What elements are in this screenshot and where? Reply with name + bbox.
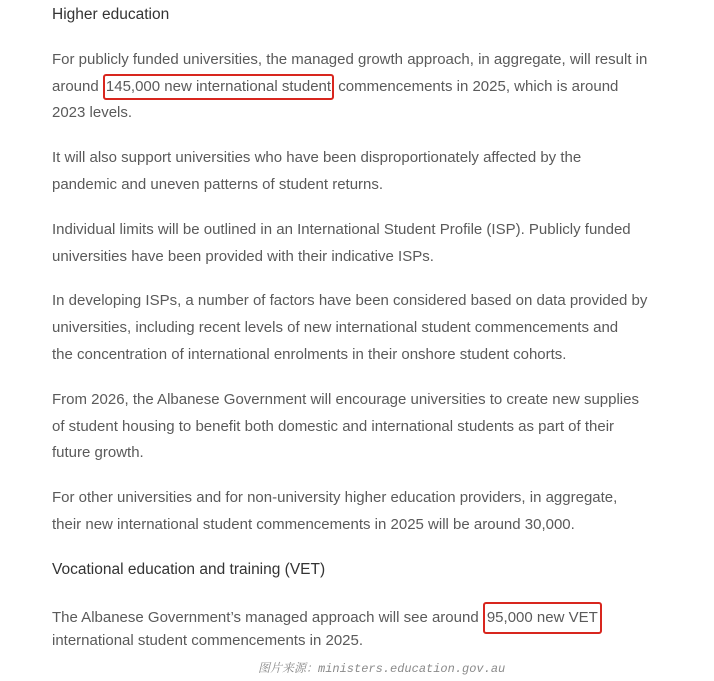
paragraph-line: In developing ISPs, a number of factors have been considered based on data provided by	[52, 292, 648, 310]
paragraph-line	[52, 602, 702, 629]
paragraph-line: 2023 levels.	[52, 104, 133, 122]
article-body	[52, 2, 702, 673]
paragraph-line: universities, including recent levels of new international student commencements and	[52, 319, 619, 337]
image-source-caption: 图片来源：ministers.education.gov.au	[258, 662, 506, 676]
text-segment: The Albanese Government’s managed approach will see around	[52, 608, 479, 626]
paragraph-line: For publicly funded universities, the managed growth approach, in aggregate, will result in	[52, 50, 648, 68]
paragraph-student-housing	[52, 387, 702, 467]
paragraph-vet-approach	[52, 602, 702, 656]
paragraph-individual-limits	[52, 217, 702, 271]
highlight-box-95000: 95,000 new VET	[483, 602, 602, 634]
paragraph-line: future growth.	[52, 444, 144, 462]
paragraph-line: pandemic and uneven patterns of student returns.	[52, 175, 384, 193]
heading-higher-education: Higher education	[52, 6, 170, 23]
paragraph-developing-isps	[52, 288, 702, 368]
paragraph-line: universities have been provided with their indicative ISPs.	[52, 247, 434, 265]
paragraph-support-universities	[52, 145, 702, 199]
text-segment: commencements in 2025, which is around	[338, 77, 619, 95]
heading-vet: Vocational education and training (VET)	[52, 560, 326, 578]
paragraph-line: of student housing to benefit both domestic and international students as part of their	[52, 417, 615, 435]
paragraph-line: the concentration of international enrolments in their onshore student cohorts.	[52, 345, 567, 363]
paragraph-other-providers	[52, 485, 702, 539]
paragraph-line: It will also support universities who have been disproportionately affected by the	[52, 149, 582, 167]
paragraph-managed-growth	[52, 47, 702, 127]
text-segment: around	[52, 77, 99, 95]
paragraph-line: From 2026, the Albanese Government will encourage universities to create new supplies	[52, 390, 639, 408]
paragraph-line	[52, 74, 702, 101]
paragraph-line: international student commencements in 2025.	[52, 632, 364, 650]
paragraph-line: Individual limits will be outlined in an International Student Profile (ISP). Publicly funded	[52, 220, 631, 238]
paragraph-line: For other universities and for non-university higher education providers, in aggregate,	[52, 489, 618, 507]
highlight-box-145000: 145,000 new international student	[103, 74, 334, 100]
paragraph-line: their new international student commencements in 2025 will be around 30,000.	[52, 515, 575, 533]
